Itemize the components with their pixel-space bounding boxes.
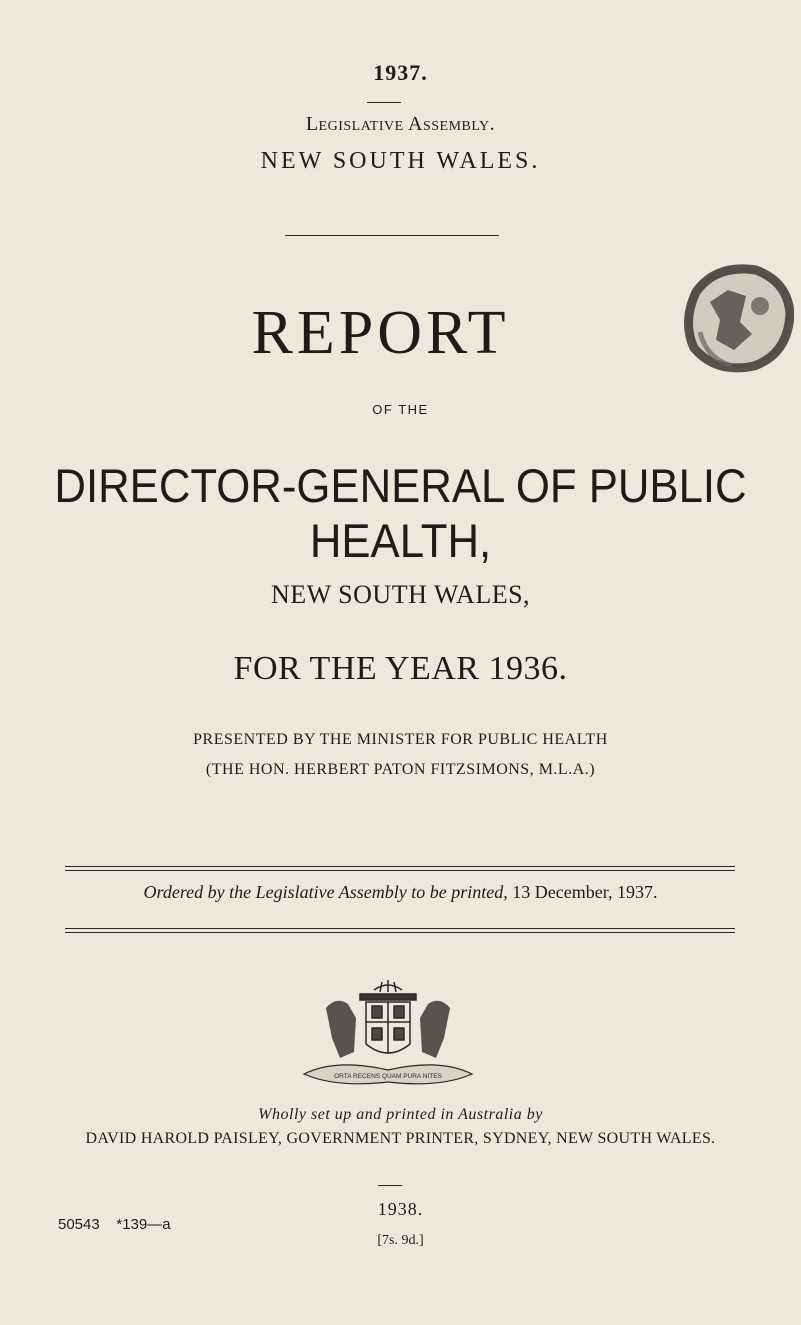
assembly-heading: Legislative Assembly.	[305, 113, 496, 135]
order-date: 13 December, 1937.	[512, 882, 658, 902]
report-title: REPORT	[251, 299, 510, 367]
order-text: Ordered by the Legislative Assembly to be printed,	[143, 882, 508, 902]
double-rule	[65, 866, 735, 871]
state-heading: NEW SOUTH WALES.	[260, 148, 541, 174]
coat-of-arms-icon	[296, 978, 480, 1096]
double-rule	[65, 928, 735, 933]
motto-text: ORTA RECENS QUAM PURA NITES	[334, 1073, 442, 1080]
price: [7s. 9d.]	[377, 1233, 424, 1248]
presented-by-line: PRESENTED BY THE MINISTER FOR PUBLIC HEALTH	[193, 731, 608, 748]
print-year: 1938.	[377, 1199, 424, 1219]
printed-by-line: Wholly set up and printed in Australia by	[258, 1106, 543, 1123]
parliament-seal-icon	[676, 262, 794, 382]
report-period: FOR THE YEAR 1936.	[233, 650, 568, 687]
order-line	[0, 882, 801, 903]
state-subtitle: NEW SOUTH WALES,	[270, 580, 531, 609]
subject-title: DIRECTOR-GENERAL OF PUBLIC HEALTH,	[54, 459, 747, 567]
divider	[367, 102, 401, 103]
minister-line: (THE HON. HERBERT PATON FITZSIMONS, M.L.A.)	[205, 761, 596, 778]
year-heading: 1937.	[373, 60, 428, 85]
divider	[378, 1185, 402, 1186]
printer-line: DAVID HAROLD PAISLEY, GOVERNMENT PRINTER, SYDNEY, NEW SOUTH WALES.	[85, 1130, 716, 1147]
divider	[285, 235, 499, 236]
of-the-label: OF THE	[372, 402, 429, 417]
job-number: 50543 *139—a	[58, 1216, 171, 1233]
